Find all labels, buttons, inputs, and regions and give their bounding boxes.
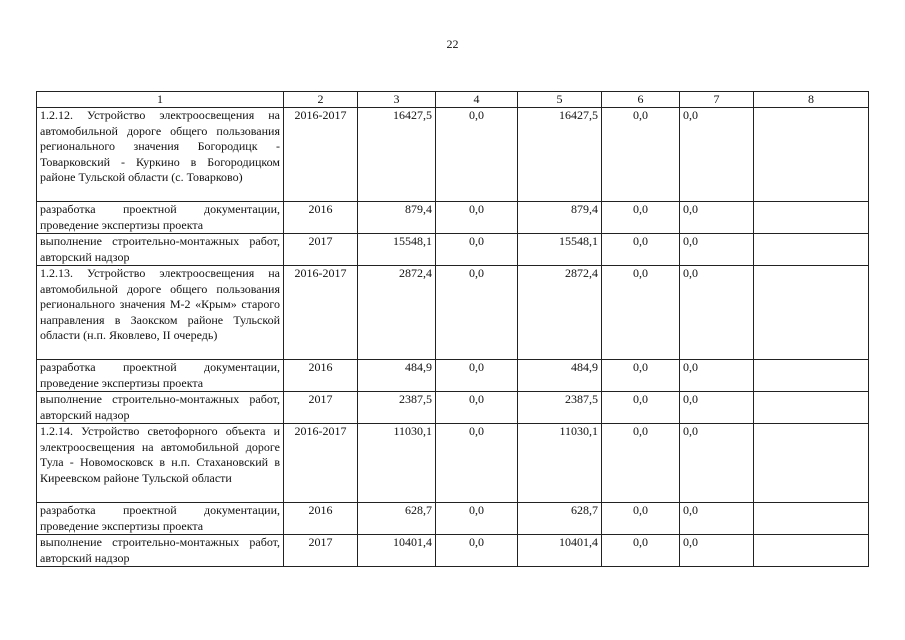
row-col5-value: 16427,5: [518, 108, 602, 202]
row-col6-value: 0,0: [602, 392, 680, 424]
row-period: 2017: [284, 392, 358, 424]
row-period: 2016-2017: [284, 266, 358, 360]
row-col6-value: 0,0: [602, 360, 680, 392]
row-col5-value: 2872,4: [518, 266, 602, 360]
column-header: 6: [602, 92, 680, 108]
row-col8-value: [754, 234, 869, 266]
row-col4-value: 0,0: [436, 266, 518, 360]
row-col5-value: 11030,1: [518, 424, 602, 503]
row-col5-value: 2387,5: [518, 392, 602, 424]
table-row: [37, 535, 869, 567]
row-col8-value: [754, 266, 869, 360]
table-row: [37, 266, 869, 360]
row-col7-value: 0,0: [680, 424, 754, 503]
row-description: 1.2.13. Устройство электроосвещения на автомобильной дороге общего пользования регионального значения М-2 «Крым» старого направления в Заокском районе Тульской области (н.п. Яковлево, II очередь): [37, 266, 284, 360]
row-col4-value: 0,0: [436, 392, 518, 424]
table-row: [37, 202, 869, 234]
row-col5-value: 879,4: [518, 202, 602, 234]
row-col3-value: 879,4: [358, 202, 436, 234]
row-col6-value: 0,0: [602, 503, 680, 535]
row-period: 2016-2017: [284, 108, 358, 202]
row-col8-value: [754, 535, 869, 567]
row-col3-value: 2387,5: [358, 392, 436, 424]
row-col7-value: 0,0: [680, 234, 754, 266]
row-col3-value: 15548,1: [358, 234, 436, 266]
row-col8-value: [754, 202, 869, 234]
row-col6-value: 0,0: [602, 234, 680, 266]
row-description: разработка проектной документации, проведение экспертизы проекта: [37, 202, 284, 234]
row-col4-value: 0,0: [436, 535, 518, 567]
row-col5-value: 484,9: [518, 360, 602, 392]
row-description: выполнение строительно-монтажных работ, авторский надзор: [37, 234, 284, 266]
row-col3-value: 16427,5: [358, 108, 436, 202]
column-header: 5: [518, 92, 602, 108]
header-row: [37, 92, 869, 108]
row-description: выполнение строительно-монтажных работ, авторский надзор: [37, 392, 284, 424]
column-header: 3: [358, 92, 436, 108]
table-row: [37, 392, 869, 424]
row-col7-value: 0,0: [680, 108, 754, 202]
column-header: 2: [284, 92, 358, 108]
row-col3-value: 484,9: [358, 360, 436, 392]
row-col4-value: 0,0: [436, 202, 518, 234]
table-row: [37, 503, 869, 535]
row-col5-value: 10401,4: [518, 535, 602, 567]
table-row: [37, 108, 869, 202]
table-row: [37, 424, 869, 503]
row-col3-value: 628,7: [358, 503, 436, 535]
row-col7-value: 0,0: [680, 392, 754, 424]
row-col6-value: 0,0: [602, 535, 680, 567]
row-col6-value: 0,0: [602, 202, 680, 234]
row-col4-value: 0,0: [436, 503, 518, 535]
row-col7-value: 0,0: [680, 535, 754, 567]
row-col4-value: 0,0: [436, 424, 518, 503]
row-col6-value: 0,0: [602, 424, 680, 503]
row-col3-value: 11030,1: [358, 424, 436, 503]
row-col8-value: [754, 503, 869, 535]
row-col3-value: 10401,4: [358, 535, 436, 567]
row-col5-value: 15548,1: [518, 234, 602, 266]
row-col7-value: 0,0: [680, 360, 754, 392]
row-col7-value: 0,0: [680, 266, 754, 360]
row-col7-value: 0,0: [680, 202, 754, 234]
row-col3-value: 2872,4: [358, 266, 436, 360]
table-body: [37, 92, 869, 567]
row-period: 2016: [284, 202, 358, 234]
budget-table: [36, 91, 869, 567]
column-header: 8: [754, 92, 869, 108]
column-header: 4: [436, 92, 518, 108]
row-period: 2017: [284, 535, 358, 567]
row-col8-value: [754, 108, 869, 202]
row-col7-value: 0,0: [680, 503, 754, 535]
row-period: 2016: [284, 360, 358, 392]
column-header: 7: [680, 92, 754, 108]
table-row: [37, 360, 869, 392]
table-row: [37, 234, 869, 266]
row-description: разработка проектной документации, проведение экспертизы проекта: [37, 360, 284, 392]
row-col5-value: 628,7: [518, 503, 602, 535]
row-col8-value: [754, 360, 869, 392]
row-description: 1.2.14. Устройство светофорного объекта и электроосвещения на автомобильной дороге Тула - Новомосковск в н.п. Стахановский в Киреевском районе Тульской области: [37, 424, 284, 503]
row-col4-value: 0,0: [436, 234, 518, 266]
row-col8-value: [754, 392, 869, 424]
row-col4-value: 0,0: [436, 360, 518, 392]
page-number: 22: [446, 37, 459, 51]
row-description: 1.2.12. Устройство электроосвещения на автомобильной дороге общего пользования регионального значения Богородицк - Товарковский - Куркино в Богородицком районе Тульской области (с. Товарково): [37, 108, 284, 202]
row-col4-value: 0,0: [436, 108, 518, 202]
row-period: 2016-2017: [284, 424, 358, 503]
row-col6-value: 0,0: [602, 108, 680, 202]
row-period: 2017: [284, 234, 358, 266]
row-description: разработка проектной документации, проведение экспертизы проекта: [37, 503, 284, 535]
row-col8-value: [754, 424, 869, 503]
row-period: 2016: [284, 503, 358, 535]
row-col6-value: 0,0: [602, 266, 680, 360]
row-description: выполнение строительно-монтажных работ, авторский надзор: [37, 535, 284, 567]
column-header: 1: [37, 92, 284, 108]
